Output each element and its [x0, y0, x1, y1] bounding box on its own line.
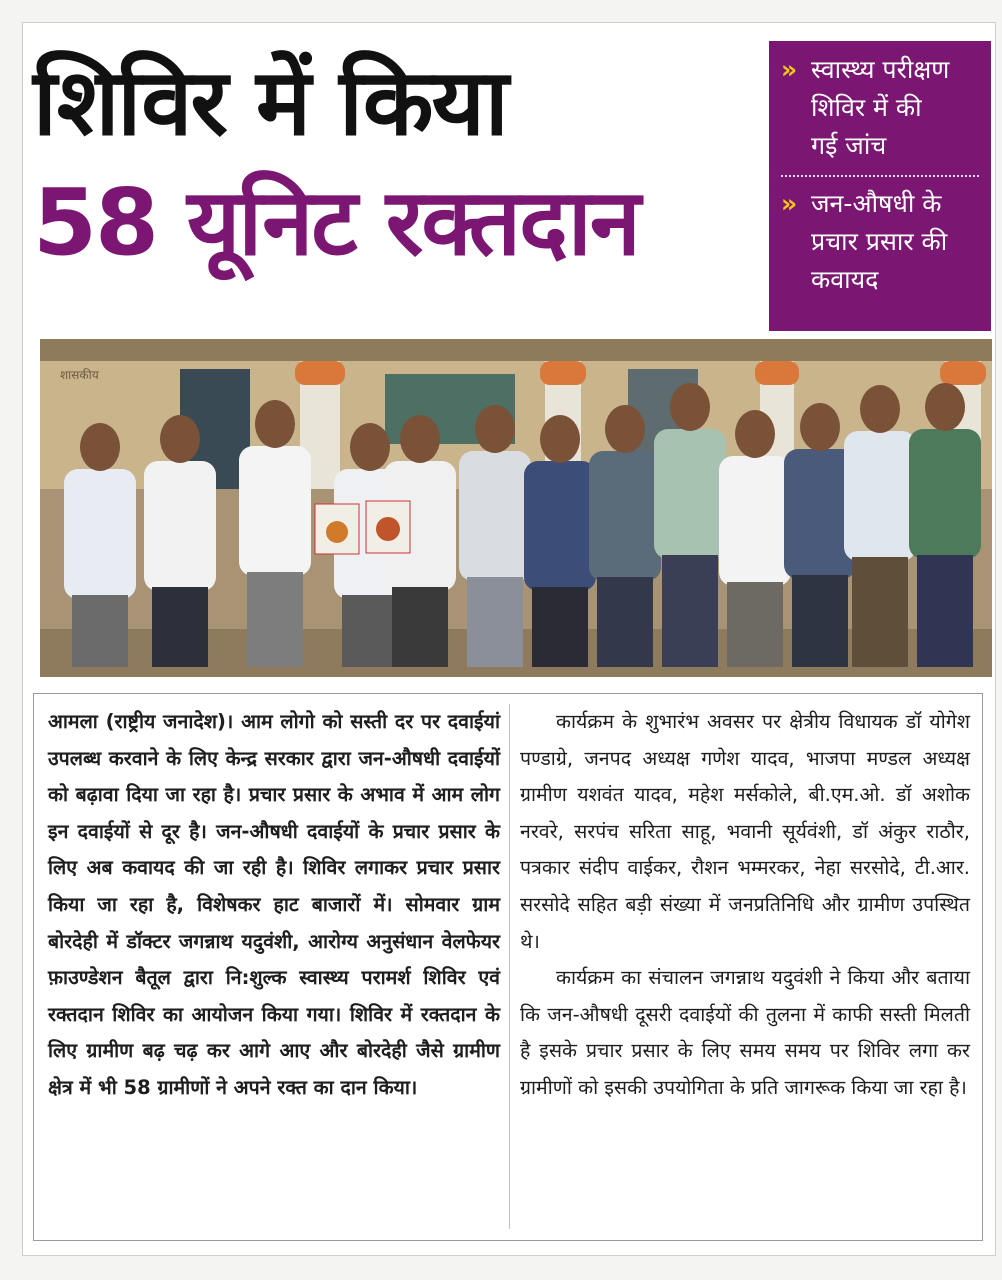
- headline-line-1: शिविर में किया: [33, 49, 507, 156]
- article-column-right: [520, 704, 970, 1107]
- group-photo: [40, 339, 992, 677]
- article-paragraph: कार्यक्रम का संचालन जगन्नाथ यदुवंशी ने किया और बताया कि जन-औषधी दूसरी दवाईयों की तुलना में काफी सस्ती मिलती है इसके प्रचार प्रसार के लिए समय समय पर शिविर लगा कर ग्रामीणों को इसकी उपयोगिता के प्रति जागरूक किया जा रहा है।: [520, 966, 970, 1099]
- person-silhouette: [589, 451, 661, 581]
- person-silhouette: [800, 403, 840, 451]
- person-silhouette: [605, 405, 645, 453]
- person-silhouette: [792, 575, 848, 667]
- person-silhouette: [392, 587, 448, 667]
- person-silhouette: [467, 577, 523, 667]
- person-silhouette: [247, 572, 303, 667]
- article-paragraph: कार्यक्रम के शुभारंभ अवसर पर क्षेत्रीय विधायक डॉ योगेश पण्डाग्रे, जनपद अध्यक्ष गणेश यादव, भाजपा मण्डल अध्यक्ष ग्रामीण यशवंत यादव, महेश मर्सकोले, बी.एम.ओ. डॉ अशोक नरवरे, सरपंच सरिता साहू, भवानी सूर्यवंशी, डॉ अंकुर राठौर, पत्रकार संदीप वाईकर, रौशन भम्मरकर, नेहा सरसोदे, टी.आर. सरसोदे सहित बड़ी संख्या में जनप्रतिनिधि और ग्रामीण उपस्थित थे।: [520, 710, 970, 953]
- article-paragraph: आमला (राष्ट्रीय जनादेश)। आम लोगो को सस्ती दर पर दवाईयां उपलब्ध करवाने के लिए केन्द्र सरकार द्वारा जन-औषधी दवाईयों को बढ़ावा दिया जा रहा है। प्रचार प्रसार के अभाव में आम लोग इन दवाईयों से दूर है। जन-औषधी दवाईयों के प्रचार प्रसार के लिए अब कवायद की जा रही है। शिविर लगाकर प्रचार प्रसार किया जा रहा है, विशेषकर हाट बाजारों में। सोमवार ग्राम बोरदेही में डॉक्टर जगन्नाथ यदुवंशी, आरोग्य अनुसंधान वेलफेयर फ़ाउण्डेशन बैतूल द्वारा नि:शुल्क स्वास्थ्य परामर्श शिविर एवं रक्तदान शिविर का आयोजन किया गया। शिविर में रक्तदान के लिए ग्रामीण बढ़ चढ़ कर आगे आए और बोरदेही जैसे ग्रामीण क्षेत्र में भी 58 ग्रामीणों ने अपने रक्त का दान किया।: [48, 710, 500, 1099]
- highlights-box: [769, 41, 991, 331]
- person-silhouette: [80, 423, 120, 471]
- dotted-divider: [781, 175, 979, 177]
- person-silhouette: [860, 385, 900, 433]
- highlight-text: गई जांच: [811, 131, 887, 160]
- highlight-text: स्वास्थ्य परीक्षण: [811, 55, 950, 84]
- person-silhouette: [844, 431, 916, 561]
- person-silhouette: [670, 383, 710, 431]
- person-silhouette: [64, 469, 136, 599]
- person-silhouette: [727, 582, 783, 667]
- column-divider: [509, 704, 510, 1229]
- double-chevron-icon: »: [781, 189, 798, 218]
- highlight-text: प्रचार प्रसार की: [811, 227, 948, 256]
- person-silhouette: [475, 405, 515, 453]
- highlight-item: [781, 51, 979, 165]
- highlight-text: शिविर में की: [811, 93, 922, 122]
- person-silhouette: [350, 423, 390, 471]
- highlight-item: [781, 185, 979, 299]
- person-silhouette: [597, 577, 653, 667]
- person-silhouette: [72, 595, 128, 667]
- person-silhouette: [459, 451, 531, 581]
- person-silhouette: [917, 555, 973, 667]
- person-silhouette: [255, 400, 295, 448]
- group-photo-illustration: [40, 339, 992, 677]
- person-silhouette: [662, 555, 718, 667]
- person-silhouette: [524, 461, 596, 591]
- double-chevron-icon: »: [781, 55, 798, 84]
- wall-sign: शासकीय: [60, 368, 99, 382]
- person-silhouette: [654, 429, 726, 559]
- headline: [33, 43, 773, 283]
- article-column-left: [48, 704, 500, 1107]
- person-silhouette: [735, 410, 775, 458]
- highlight-text: कवायद: [811, 265, 879, 294]
- person-silhouette: [532, 587, 588, 667]
- person-silhouette: [152, 587, 208, 667]
- newspaper-clipping: [22, 22, 996, 1256]
- person-silhouette: [400, 415, 440, 463]
- person-silhouette: [239, 446, 311, 576]
- person-silhouette: [719, 456, 791, 586]
- highlight-text: जन-औषधी के: [811, 189, 942, 218]
- article-body: [33, 693, 983, 1241]
- person-silhouette: [160, 415, 200, 463]
- person-silhouette: [144, 461, 216, 591]
- person-silhouette: [909, 429, 981, 559]
- person-silhouette: [852, 557, 908, 667]
- person-silhouette: [540, 415, 580, 463]
- person-silhouette: [342, 595, 398, 667]
- headline-line-2: 58 यूनिट रक्तदान: [33, 169, 639, 276]
- person-silhouette: [925, 383, 965, 431]
